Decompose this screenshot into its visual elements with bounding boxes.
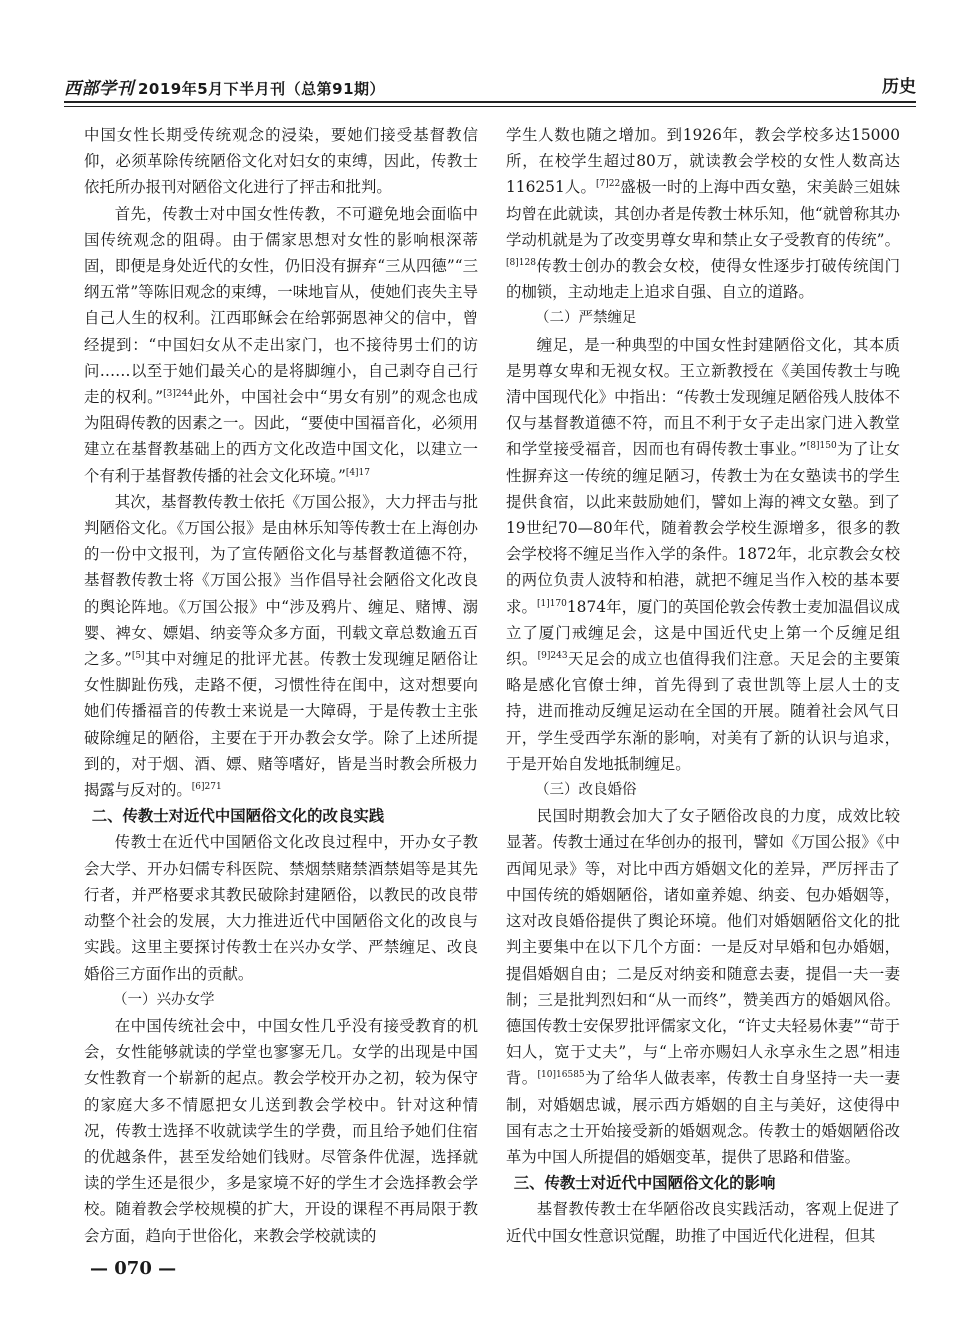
subsection-heading: （二）严禁缠足 [535, 310, 637, 327]
body-paragraph [506, 803, 900, 1170]
citation-ref: [8]150 [806, 441, 837, 452]
subsection-heading: （三）改良婚俗 [535, 782, 637, 799]
journal-logo: 西部学刊 [64, 79, 134, 99]
citation-ref: [9]243 [537, 651, 568, 662]
citation-ref: [3]244 [163, 389, 194, 400]
paragraph-text: 天足会的成立也值得我们注意。天足会的主要策略是感化官僚士绅，首先得到了袁世凯等上层人士的支持，进而推动反缠足运动在全国的开展。随着社会风气日开，学生受西学东渐的影响，对美有了新的认识与追求，于是开始自发地抵制缠足。 [506, 650, 900, 773]
body-paragraph [506, 122, 900, 305]
citation-ref: [10]16585 [537, 1070, 585, 1081]
citation-ref: [8]128 [506, 258, 536, 269]
page-number: — 070 — [90, 1258, 177, 1279]
right-text-column [506, 122, 900, 1262]
citation-ref: [7]22 [596, 179, 621, 190]
body-paragraph [84, 122, 478, 201]
citation-ref: [1]170 [536, 598, 567, 609]
subsection-heading: （一）兴办女学 [113, 991, 215, 1008]
running-header [64, 72, 916, 99]
paragraph-text: 缠足，是一种典型的中国女性封建陋俗文化，其本质是男尊女卑和无视女权。王立新教授在《美国传教士与晚清中国现代化》中指出：“传教士发现缠足陋俗残人肢体不仅与基督教道德不符，而且不利于女子走出家门进入教堂和学堂接受福音，因而也有碍传教士事业。” [506, 335, 900, 459]
paragraph-text: 中国女性长期受传统观念的浸染，要她们接受基督教信仰，必须革除传统陋俗文化对妇女的束缚，因此，传教士依托所办报刊对陋俗文化进行了抨击和批判。 [84, 126, 478, 197]
body-paragraph [84, 489, 478, 803]
paragraph-text: 为了让女性摒弃这一传统的缠足陋习，传教士为在女塾读书的学生提供食宿，以此来鼓励她们，譬如上海的裨文女塾。到了19世纪70—80年代，随着教会学校生源增多，很多的教会学校将不缠足当作入学的条件。1872年，北京教会女校的两位负责人波特和柏港，就把不缠足当作入校的基本要求。 [506, 440, 900, 616]
body-paragraph [506, 332, 900, 777]
left-text-column [84, 122, 478, 1262]
paragraph-text: 其次，基督教传教士依托《万国公报》，大力抨击与批判陋俗文化。《万国公报》是由林乐知等传教士在上海创办的一份中文报刊，为了宣传陋俗文化与基督教道德不符，基督教传教士将《万国公报》当作倡导社会陋俗文化改良的舆论阵地。《万国公报》中“涉及鸦片、缠足、赌博、溺婴、裨女、嫖娼、纳妾等众多方面，刊载文章总数逾五百之多。” [84, 492, 478, 669]
paragraph-text: 传教士在近代中国陋俗文化改良过程中，开办女子教会大学、开办妇儒专科医院、禁烟禁赌禁酒禁娼等是其先行者，并严格要求其教民破除封建陋俗，以教民的改良带动整个社会的发展，大力推进近代中国陋俗文化的改良与实践。这里主要探讨传教士在兴办女学、严禁缠足、改良婚俗三方面作出的贡献。 [84, 833, 478, 983]
paragraph-text: 首先，传教士对中国女性传教，不可避免地会面临中国传统观念的阻碍。由于儒家思想对女性的影响根深蒂固，即便是身处近代的女性，仍旧没有摒弃“三从四德”“三纲五常”等陈旧观念的束缚，一味地盲从，使她们丧失主导自己人生的权利。江西耶稣会在给郭弼恩神父的信中，曾经提到：“中国妇女从不走出家门，也不接待男士们的访问……以至于她们最关心的是将脚缠小，自己剥夺自己行走的权利。” [84, 204, 478, 407]
body-paragraph [84, 201, 478, 489]
body-paragraph [84, 829, 478, 986]
header-rule-thin [64, 106, 916, 107]
paragraph-text: 为了给华人做表率，传教士自身坚持一夫一妻制，对婚姻忠诚，展示西方婚姻的自主与美好，这使得中国有志之士开始接受新的婚姻观念。传教士的婚姻陋俗改革为中国人所提倡的婚姻变革，提供了思路和借鉴。 [506, 1069, 900, 1166]
paragraph-text: 此外，中国社会中“男女有别”的观念也成为阻碍传教的因素之一。因此，“要使中国福音化，必须用建立在基督教基础上的西方文化改造中国文化，以建立一个有利于基督教传播的社会文化环境。” [84, 388, 478, 485]
paragraph-text: 传教士创办的教会女校，使得女性逐步打破传统闺门的枷锁，主动地走上追求自强、自立的道路。 [506, 257, 900, 302]
section-label: 历史 [882, 77, 916, 97]
header-rule-thick [64, 101, 916, 103]
section-heading: 二、传教士对近代中国陋俗文化的改良实践 [91, 807, 385, 826]
paragraph-text: 基督教传教士在华陋俗改良实践活动，客观上促进了近代中国女性意识觉醒，助推了中国近代化进程，但其 [506, 1200, 900, 1245]
paragraph-text: 盛极一时的上海中西女塾，宋美龄三姐妹均曾在此就读，其创办者是传教士林乐知，他“就曾称其办学动机就是为了改变男尊女卑和禁止女子受教育的传统”。 [506, 178, 900, 249]
paragraph-text: 其中对缠足的批评尤甚。传教士发现缠足陋俗让女性脚趾伤残，走路不便，习惯性待在闺中，这对想要向她们传播福音的传教士来说是一大障碍，于是传教士主张破除缠足的陋俗，主要在于开办教会女学。除了上述所提到的，对于烟、酒、嫖、赌等嗜好，皆是当时教会所极力揭露与反对的。 [84, 650, 478, 800]
paragraph-text: 学生人数也随之增加。到1926年，教会学校多达15000所，在校学生超过80万，就读教会学校的女性人数高达116251人。 [506, 126, 900, 197]
issue-info: 2019年5月下半月刊（总第91期） [138, 80, 386, 98]
body-paragraph [506, 1196, 900, 1248]
body-paragraph [84, 1013, 478, 1249]
paragraph-text: 1874年，厦门的英国伦敦会传教士麦加温倡议成立了厦门戒缠足会，这是中国近代史上第一个反缠足组织。 [506, 597, 900, 669]
section-heading: 三、传教士对近代中国陋俗文化的影响 [513, 1174, 776, 1193]
citation-ref: [4]17 [345, 467, 371, 478]
citation-ref: [6]271 [191, 782, 222, 793]
paragraph-text: 在中国传统社会中，中国女性几乎没有接受教育的机会，女性能够就读的学堂也寥寥无几。女学的出现是中国女性教育一个崭新的起点。教会学校开办之初，较为保守的家庭大多不情愿把女儿送到教会学校中。针对这种情况，传教士选择不收就读学生的学费，而且给予她们住宿的优越条件，甚至发给她们钱财。尽管条件优渥，选择就读的学生还是很少，多是家境不好的学生才会选择教会学校。随着教会学校规模的扩大，开设的课程不再局限于教会方面，趋向于世俗化，来教会学校就读的 [84, 1016, 478, 1245]
paragraph-text: 民国时期教会加大了女子陋俗改良的力度，成效比较显著。传教士通过在华创办的报刊，譬如《万国公报》《中西闻见录》等，对比中西方婚姻文化的差异，严厉抨击了中国传统的婚姻陋俗，诸如童养媳、纳妾、包办婚姻等，这对改良婚俗提供了舆论环境。他们对婚姻陋俗文化的批判主要集中在以下几个方面：一是反对早婚和包办婚姻，提倡婚姻自由；二是反对纳妾和随意去妻，提倡一夫一妻制；三是批判烈妇和“从一而终”，赞美西方的婚姻风俗。德国传教士安保罗批评儒家文化，“许丈夫轻易休妻”“苛于妇人，宽于丈夫”，与“上帝亦赐妇人永享永生之恩”相违背。 [506, 807, 900, 1088]
citation-ref: [5] [131, 651, 145, 662]
journal-masthead [64, 74, 385, 99]
